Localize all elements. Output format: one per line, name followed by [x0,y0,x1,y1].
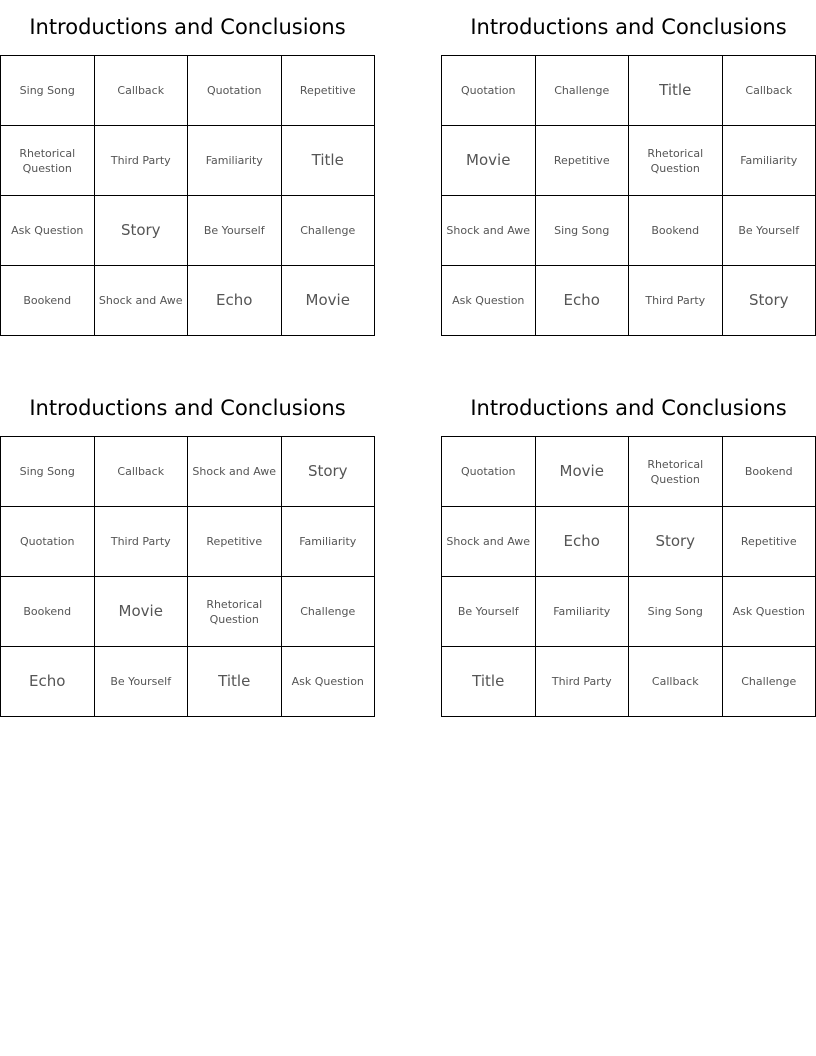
bingo-cell: Story [282,437,376,507]
bingo-cell: Story [723,266,816,336]
card-title: Introductions and Conclusions [470,15,787,39]
bingo-cell: Movie [282,266,376,336]
bingo-cell: Bookend [1,577,95,647]
bingo-cell: Third Party [95,126,189,196]
bingo-card-3 [0,381,375,717]
bingo-cell: Shock and Awe [442,196,536,266]
bingo-cell: Echo [536,266,630,336]
bingo-cell: Quotation [442,437,536,507]
bingo-cell: Quotation [442,56,536,126]
bingo-cell: Bookend [629,196,723,266]
bingo-cell: Repetitive [723,507,816,577]
bingo-cell: Repetitive [188,507,282,577]
bingo-cell: Familiarity [188,126,282,196]
bingo-cell: Sing Song [1,56,95,126]
bingo-cell: Sing Song [1,437,95,507]
bingo-cell: Challenge [282,196,376,266]
bingo-cell: Movie [536,437,630,507]
bingo-cell: Be Yourself [188,196,282,266]
card-title: Introductions and Conclusions [29,15,346,39]
bingo-cell: Title [282,126,376,196]
bingo-cell: Callback [629,647,723,717]
bingo-cell: Ask Question [1,196,95,266]
bingo-cell: Third Party [536,647,630,717]
bingo-cell: Echo [1,647,95,717]
bingo-card-1 [0,0,375,336]
bingo-cell: Ask Question [723,577,816,647]
bingo-cell: Ask Question [282,647,376,717]
bingo-cell: Shock and Awe [188,437,282,507]
bingo-cell: Callback [95,437,189,507]
bingo-cell: Echo [536,507,630,577]
bingo-cell: Sing Song [536,196,630,266]
bingo-cell: Rhetorical Question [629,437,723,507]
bingo-cell: Quotation [1,507,95,577]
bingo-cell: Rhetorical Question [188,577,282,647]
bingo-cell: Quotation [188,56,282,126]
bingo-cell: Third Party [95,507,189,577]
bingo-cell: Familiarity [723,126,816,196]
bingo-cell: Bookend [1,266,95,336]
bingo-card-2 [441,0,816,336]
bingo-cell: Familiarity [282,507,376,577]
bingo-cell: Title [442,647,536,717]
bingo-cell: Story [629,507,723,577]
bingo-cell: Third Party [629,266,723,336]
bingo-cell: Ask Question [442,266,536,336]
bingo-cell: Title [629,56,723,126]
bingo-cell: Be Yourself [723,196,816,266]
bingo-cell: Callback [723,56,816,126]
bingo-cell: Repetitive [536,126,630,196]
bingo-cell: Challenge [282,577,376,647]
bingo-grid [441,55,816,336]
bingo-grid [441,436,816,717]
bingo-grid [0,55,375,336]
bingo-cell: Repetitive [282,56,376,126]
bingo-card-4 [441,381,816,717]
bingo-cell: Movie [442,126,536,196]
bingo-cell: Echo [188,266,282,336]
bingo-cell: Rhetorical Question [1,126,95,196]
bingo-cell: Shock and Awe [95,266,189,336]
bingo-cell: Be Yourself [95,647,189,717]
bingo-cell: Callback [95,56,189,126]
bingo-cell: Challenge [536,56,630,126]
bingo-cell: Sing Song [629,577,723,647]
bingo-grid [0,436,375,717]
bingo-cell: Story [95,196,189,266]
bingo-cell: Shock and Awe [442,507,536,577]
bingo-cell: Familiarity [536,577,630,647]
bingo-cell: Movie [95,577,189,647]
bingo-cell: Rhetorical Question [629,126,723,196]
bingo-cell: Title [188,647,282,717]
bingo-cell: Bookend [723,437,816,507]
bingo-cell: Be Yourself [442,577,536,647]
bingo-cell: Challenge [723,647,816,717]
card-title: Introductions and Conclusions [29,396,346,420]
card-title: Introductions and Conclusions [470,396,787,420]
